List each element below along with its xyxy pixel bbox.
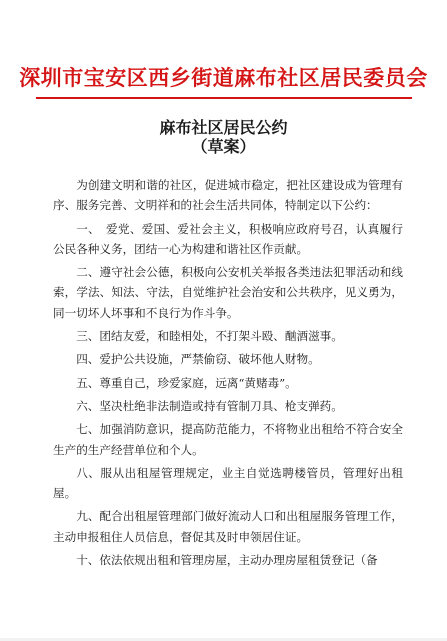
paragraph-article-9: 九、配合出租屋管理部门做好流动人口和出租屋服务管理工作，主动申报租住人员信息，督促其及时申领居住证。: [53, 509, 403, 544]
paragraph-article-2: 二、遵守社会公德，积极向公安机关举报各类违法犯罪活动和线索，学法、知法、守法，自觉维护社会治安和公共秩序，见义勇为，同一切坏人坏事和不良行为作斗争。: [53, 265, 403, 320]
paragraph-article-6: 六、坚决杜绝非法制造或持有管制刀具、枪支弹药。: [76, 398, 343, 413]
paragraph-article-7: 七、加强消防意识，提高防范能力，不将物业出租给不符合安全生产的生产经营单位和个人。: [53, 422, 403, 457]
organization-header: 深圳市宝安区西乡街道麻布社区居民委员会: [19, 65, 428, 90]
document-body: [53, 175, 403, 570]
document-subtitle: （草案）: [191, 137, 256, 156]
paragraph-article-5: 五、尊重自己，珍爱家庭，远离“黄赌毒”。: [76, 375, 297, 390]
header-red-rule: [36, 97, 412, 99]
paragraph-article-3: 三、团结友爱，和睦相处，不打架斗殴、酗酒滋事。: [76, 329, 343, 344]
paragraph-article-10: 十、依法依规出租和管理房屋，主动办理房屋租赁登记（备: [76, 553, 378, 568]
paragraph-article-1: 一、 爱党、爱国、爱社会主义，积极响应政府号召，认真履行公民各种义务，团结一心为构建和谐社区作贡献。: [53, 221, 403, 256]
paragraph-article-8: 八、服从出租屋管理规定，业主自觉选聘楼管员，管理好出租屋。: [53, 465, 403, 501]
paragraph-article-4: 四、爱护公共设施，严禁偷窃、破坏他人财物。: [76, 352, 320, 367]
paragraph-intro: 为创建文明和谐的社区，促进城市稳定，把社区建设成为管理有序、服务完善、文明祥和的社会生活共同体，特制定以下公约：: [53, 178, 403, 213]
document-title: 麻布社区居民公约: [159, 118, 288, 137]
